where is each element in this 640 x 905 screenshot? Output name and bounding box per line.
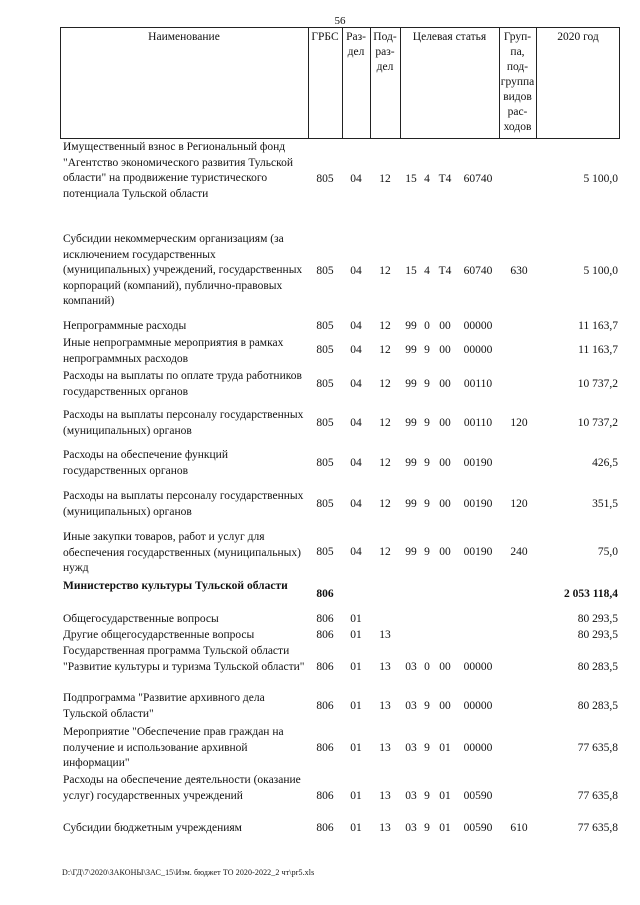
header-razdel (342, 30, 370, 60)
row-podrazdel: 13 (379, 822, 391, 834)
row-s3: 01 (439, 742, 451, 754)
header-razdel-line: Раз- (346, 31, 366, 43)
row-s1: 03 (405, 742, 417, 754)
row-sum: 426,5 (592, 457, 618, 469)
row-grbs: 805 (316, 457, 334, 469)
table-row (60, 319, 620, 335)
row-s3: 00 (439, 344, 451, 356)
row-sum: 5 100,0 (583, 173, 618, 185)
row-s3: 00 (439, 661, 451, 673)
page-number: 56 (334, 15, 346, 27)
row-s2: 9 (424, 742, 430, 754)
row-grbs: 806 (316, 588, 334, 600)
row-razdel: 04 (350, 417, 362, 429)
table-row (60, 644, 620, 692)
row-name: Министерство культуры Тульской области (63, 580, 288, 592)
row-sum: 77 635,8 (577, 742, 618, 754)
row-podrazdel: 13 (379, 790, 391, 802)
row-s2: 9 (424, 457, 430, 469)
row-name: Имущественный взнос в Региональный фонд "Агентство экономического развития Тульской области" на продвижение туристического потенциала Тульской области (63, 141, 294, 200)
row-grbs: 806 (316, 629, 334, 641)
row-razdel: 01 (350, 742, 362, 754)
row-sum: 10 737,2 (577, 378, 618, 390)
row-sum: 80 293,5 (577, 613, 618, 625)
row-s1: 03 (405, 661, 417, 673)
row-name: Подпрограмма "Развитие архивного дела Тульской области" (63, 692, 265, 720)
row-s2: 9 (424, 790, 430, 802)
row-sum: 80 283,5 (577, 700, 618, 712)
row-razdel: 01 (350, 700, 362, 712)
row-s3: 00 (439, 546, 451, 558)
table-row (60, 336, 620, 368)
row-s4: 00190 (463, 546, 493, 558)
row-s1: 15 (405, 173, 417, 185)
row-s4: 00000 (463, 742, 493, 754)
row-name: Государственная программа Тульской области "Развитие культуры и туризма Тульской области" (63, 645, 305, 673)
table-row (60, 408, 620, 440)
footer-file-path: D:\ГД\7\2020\ЗАКОНЫ\ЗАС_15\Изм. бюджет ТО 2020-2022_2 чт\pr5.xls (62, 868, 315, 877)
row-s3: 01 (439, 822, 451, 834)
row-s1: 99 (405, 546, 417, 558)
row-grbs: 806 (316, 742, 334, 754)
header-gruppa-line: Груп- (503, 31, 532, 43)
row-s1: 03 (405, 822, 417, 834)
header-gruppa-line: группа (500, 76, 535, 88)
table-header (60, 27, 620, 139)
row-s1: 99 (405, 378, 417, 390)
row-s2: 9 (424, 417, 430, 429)
row-razdel: 04 (350, 378, 362, 390)
table-row (60, 628, 620, 644)
row-razdel: 04 (350, 173, 362, 185)
row-s2: 9 (424, 498, 430, 510)
row-gruppa: 120 (510, 498, 528, 510)
row-s4: 60740 (463, 173, 493, 185)
table-row (60, 140, 620, 220)
row-s4: 00000 (463, 661, 493, 673)
header-statya: Целевая статья (412, 31, 487, 43)
row-name: Расходы на обеспечение функций государственных органов (63, 449, 228, 477)
row-name: Расходы на выплаты персоналу государственных (муниципальных) органов (63, 409, 304, 437)
row-razdel: 01 (350, 790, 362, 802)
row-s3: 00 (439, 457, 451, 469)
table-row (60, 579, 620, 611)
row-razdel: 04 (350, 265, 362, 277)
table-row (60, 232, 620, 312)
header-razdel-line: дел (347, 46, 365, 58)
row-s1: 03 (405, 790, 417, 802)
row-s1: 15 (405, 265, 417, 277)
row-sum: 77 635,8 (577, 822, 618, 834)
row-s3: Т4 (438, 265, 452, 277)
row-s4: 00590 (463, 790, 493, 802)
table-row (60, 612, 620, 628)
table-row (60, 369, 620, 401)
row-grbs: 806 (316, 613, 334, 625)
header-gruppa (499, 30, 536, 135)
row-podrazdel: 13 (379, 742, 391, 754)
row-razdel: 01 (350, 661, 362, 673)
row-s2: 9 (424, 822, 430, 834)
table-row (60, 691, 620, 723)
row-sum: 80 283,5 (577, 661, 618, 673)
row-grbs: 806 (316, 700, 334, 712)
row-name: Расходы на выплаты по оплате труда работников государственных органов (63, 370, 302, 398)
row-grbs: 805 (316, 265, 334, 277)
header-gruppa-line: видов (503, 91, 532, 103)
row-podrazdel: 12 (379, 320, 391, 332)
row-gruppa: 120 (510, 417, 528, 429)
row-name: Иные закупки товаров, работ и услуг для обеспечения государственных (муниципальных) нужд (63, 531, 301, 574)
table-row (60, 489, 620, 521)
row-s1: 99 (405, 498, 417, 510)
header-podrazdel (370, 30, 400, 75)
table-row (60, 773, 620, 821)
header-gruppa-line: ходов (503, 121, 532, 133)
row-sum: 351,5 (592, 498, 618, 510)
row-podrazdel: 12 (379, 457, 391, 469)
row-s4: 00190 (463, 457, 493, 469)
row-gruppa: 610 (510, 822, 528, 834)
row-podrazdel: 12 (379, 498, 391, 510)
row-grbs: 806 (316, 790, 334, 802)
table-row (60, 530, 620, 578)
table-row (60, 448, 620, 480)
row-s2: 9 (424, 378, 430, 390)
row-s4: 00000 (463, 344, 493, 356)
header-grbs: ГРБС (311, 31, 339, 43)
row-s3: 00 (439, 700, 451, 712)
row-s2: 0 (424, 320, 430, 332)
row-name: Непрограммные расходы (63, 320, 187, 332)
row-sum: 2 053 118,4 (564, 588, 618, 600)
row-s3: Т4 (438, 173, 452, 185)
row-s1: 03 (405, 700, 417, 712)
row-razdel: 04 (350, 344, 362, 356)
header-gruppa-line: под- (506, 61, 529, 73)
row-name: Мероприятие "Обеспечение прав граждан на получение и использование архивной информации" (63, 726, 284, 769)
row-s3: 00 (439, 417, 451, 429)
row-podrazdel: 13 (379, 661, 391, 673)
header-podrazdel-line: раз- (375, 46, 395, 58)
row-s2: 0 (424, 661, 430, 673)
header-gruppa-line: рас- (507, 106, 528, 118)
row-grbs: 805 (316, 378, 334, 390)
row-razdel: 04 (350, 498, 362, 510)
header-name: Наименование (148, 31, 220, 43)
row-sum: 10 737,2 (577, 417, 618, 429)
row-s2: 9 (424, 344, 430, 356)
row-s4: 00000 (463, 700, 493, 712)
row-grbs: 805 (316, 417, 334, 429)
row-s3: 00 (439, 378, 451, 390)
row-sum: 80 293,5 (577, 629, 618, 641)
row-name: Иные непрограммные мероприятия в рамках непрограммных расходов (63, 337, 284, 365)
row-s2: 4 (424, 265, 430, 277)
row-sum: 77 635,8 (577, 790, 618, 802)
row-grbs: 805 (316, 320, 334, 332)
row-s3: 00 (439, 498, 451, 510)
row-gruppa: 630 (510, 265, 528, 277)
row-s3: 01 (439, 790, 451, 802)
row-name: Другие общегосударственные вопросы (63, 629, 255, 641)
row-podrazdel: 12 (379, 173, 391, 185)
row-grbs: 805 (316, 546, 334, 558)
header-podrazdel-line: Под- (373, 31, 397, 43)
row-s2: 4 (424, 173, 430, 185)
row-name: Общегосударственные вопросы (63, 613, 219, 625)
row-s4: 00110 (463, 378, 493, 390)
row-grbs: 805 (316, 344, 334, 356)
row-razdel: 04 (350, 320, 362, 332)
row-podrazdel: 12 (379, 546, 391, 558)
header-podrazdel-line: дел (376, 61, 394, 73)
row-s1: 99 (405, 417, 417, 429)
row-razdel: 01 (350, 822, 362, 834)
header-gruppa-line: па, (510, 46, 525, 58)
table-row (60, 725, 620, 773)
row-grbs: 805 (316, 498, 334, 510)
row-gruppa: 240 (510, 546, 528, 558)
row-s2: 9 (424, 546, 430, 558)
row-podrazdel: 12 (379, 417, 391, 429)
row-s1: 99 (405, 320, 417, 332)
row-razdel: 04 (350, 457, 362, 469)
row-s1: 99 (405, 344, 417, 356)
row-sum: 75,0 (597, 546, 618, 558)
row-s4: 00000 (463, 320, 493, 332)
row-s4: 00190 (463, 498, 493, 510)
row-sum: 11 163,7 (578, 344, 618, 356)
row-name: Расходы на обеспечение деятельности (оказание услуг) государственных учреждений (63, 774, 301, 802)
row-razdel: 01 (350, 629, 362, 641)
header-year: 2020 год (557, 31, 599, 43)
row-grbs: 806 (316, 822, 334, 834)
row-podrazdel: 13 (379, 700, 391, 712)
row-name: Субсидии бюджетным учреждениям (63, 822, 242, 834)
row-s4: 60740 (463, 265, 493, 277)
row-name: Расходы на выплаты персоналу государственных (муниципальных) органов (63, 490, 304, 518)
row-s4: 00110 (463, 417, 493, 429)
row-s3: 00 (439, 320, 451, 332)
row-name: Субсидии некоммерческим организациям (за исключением государственных (муниципальных) учреждений, государственных корпораций (компаний), публично-правовых компаний) (63, 233, 303, 307)
row-podrazdel: 12 (379, 378, 391, 390)
row-podrazdel: 12 (379, 344, 391, 356)
row-s4: 00590 (463, 822, 493, 834)
row-razdel: 04 (350, 546, 362, 558)
row-s2: 9 (424, 700, 430, 712)
table-row (60, 821, 620, 837)
row-razdel: 01 (350, 613, 362, 625)
row-podrazdel: 13 (379, 629, 391, 641)
row-grbs: 806 (316, 661, 334, 673)
row-grbs: 805 (316, 173, 334, 185)
row-podrazdel: 12 (379, 265, 391, 277)
row-sum: 11 163,7 (578, 320, 618, 332)
row-s1: 99 (405, 457, 417, 469)
row-sum: 5 100,0 (583, 265, 618, 277)
